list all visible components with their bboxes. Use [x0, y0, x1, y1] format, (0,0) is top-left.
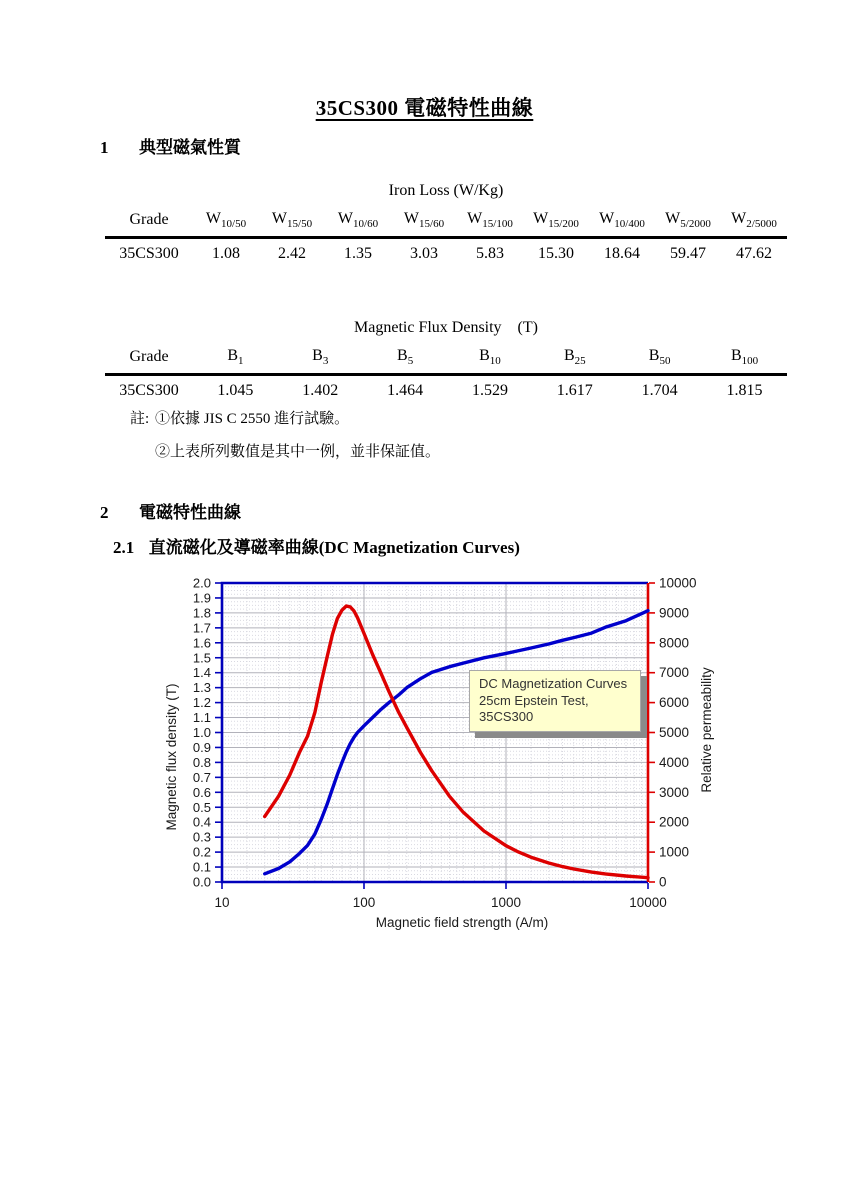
column-header: $B_{100}$	[702, 341, 787, 375]
svg-text:1.8: 1.8	[192, 605, 211, 621]
svg-text:100: 100	[352, 895, 376, 910]
section-2-number: 2	[100, 503, 109, 522]
iron-loss-table	[105, 204, 787, 269]
svg-text:2.0: 2.0	[192, 575, 211, 591]
iron-loss-caption: Iron Loss (W/Kg)	[388, 182, 504, 199]
section-1-number: 1	[100, 138, 109, 157]
section-2-1-heading	[113, 533, 520, 558]
column-header: $W_{15/100}$	[457, 204, 523, 238]
table-cell: 1.464	[387, 382, 424, 399]
column-header: Grade	[105, 341, 193, 375]
svg-text:8000: 8000	[659, 635, 690, 651]
section-2-1-number: 2.1	[113, 538, 135, 557]
x-axis-title: Magnetic field strength (A/m)	[375, 915, 549, 930]
svg-text:10000: 10000	[629, 895, 667, 910]
svg-text:1.5: 1.5	[192, 650, 211, 666]
column-header: $B_5$	[363, 341, 448, 375]
column-header: $W_{10/400}$	[589, 204, 655, 238]
svg-text:5000: 5000	[659, 725, 690, 740]
grid-major	[222, 583, 648, 882]
svg-text:0.8: 0.8	[192, 754, 211, 770]
page-title: 35CS300 電磁特性曲線	[315, 96, 534, 120]
column-header: $B_{10}$	[448, 341, 533, 375]
svg-text:1000: 1000	[659, 844, 690, 860]
svg-text:0.3: 0.3	[192, 829, 211, 845]
annotation-line-2: 25cm Epstein Test,	[479, 692, 589, 708]
table-row	[105, 375, 787, 407]
svg-text:0.0: 0.0	[192, 874, 211, 890]
table-cell: 5.83	[476, 245, 504, 262]
column-header: $B_3$	[278, 341, 363, 375]
svg-text:0.6: 0.6	[192, 784, 211, 800]
svg-text:0: 0	[659, 874, 667, 890]
annotation-line-3: 35CS300	[479, 709, 534, 724]
chart-annotation-box	[469, 670, 641, 732]
svg-text:4000: 4000	[659, 754, 690, 770]
column-header: $B_1$	[193, 341, 278, 375]
table-cell: 35CS300	[119, 382, 179, 399]
svg-text:1.2: 1.2	[192, 695, 211, 711]
svg-text:1.4: 1.4	[192, 665, 211, 681]
table-cell: 1.35	[344, 245, 372, 262]
table-cell: 1.704	[641, 382, 678, 399]
section-1-heading	[100, 133, 241, 158]
table-cell: 1.815	[726, 382, 763, 399]
column-header: $W_{15/60}$	[391, 204, 457, 238]
notes-label: 註:	[130, 411, 150, 427]
table-cell: 15.30	[538, 245, 574, 262]
table-cell: 47.62	[736, 245, 772, 262]
column-header: Grade	[105, 204, 193, 238]
svg-text:1.9: 1.9	[192, 590, 211, 606]
svg-text:1000: 1000	[490, 895, 522, 910]
column-header: $B_{50}$	[617, 341, 702, 375]
table-cell: 1.617	[556, 382, 593, 399]
table-cell: 1.529	[471, 382, 508, 399]
svg-text:0.4: 0.4	[192, 814, 211, 830]
svg-text:2000: 2000	[659, 814, 690, 830]
dc-magnetization-chart	[150, 560, 735, 955]
svg-text:0.1: 0.1	[192, 859, 211, 875]
column-header: $B_{25}$	[532, 341, 617, 375]
table-cell: 2.42	[278, 245, 306, 262]
section-2-heading	[100, 498, 241, 523]
flux-density-table	[105, 341, 787, 406]
table-cell: 3.03	[410, 245, 438, 262]
svg-text:10000: 10000	[659, 575, 697, 591]
note-2: ②上表所列數值是其中一例，並非保証值。	[155, 444, 441, 460]
svg-text:0.2: 0.2	[192, 844, 211, 860]
column-header: $W_{15/50}$	[259, 204, 325, 238]
section-2-1-title: 直流磁化及導磁率曲線(DC Magnetization Curves)	[148, 538, 520, 557]
svg-text:1.1: 1.1	[192, 710, 211, 726]
svg-text:9000: 9000	[659, 605, 690, 621]
section-1-title: 典型磁氣性質	[139, 138, 241, 157]
table-cell: 35CS300	[119, 245, 179, 262]
table-cell: 1.08	[212, 245, 240, 262]
svg-text:0.5: 0.5	[192, 799, 211, 815]
svg-text:3000: 3000	[659, 784, 690, 800]
svg-text:1.3: 1.3	[192, 680, 211, 696]
svg-text:1.7: 1.7	[192, 620, 211, 636]
flux-density-caption: Magnetic Flux Density (T)	[354, 319, 538, 336]
table-cell: 18.64	[604, 245, 640, 262]
annotation-line-1: DC Magnetization Curves	[479, 676, 628, 691]
svg-text:10: 10	[214, 895, 230, 910]
column-header: $W_{10/50}$	[193, 204, 259, 238]
svg-text:7000: 7000	[659, 665, 690, 681]
svg-text:1.0: 1.0	[192, 725, 211, 740]
left-axis-title: Magnetic flux density (T)	[164, 683, 179, 831]
table-cell: 59.47	[670, 245, 706, 262]
svg-text:6000: 6000	[659, 695, 690, 711]
section-2-title: 電磁特性曲線	[139, 503, 241, 522]
table-row	[105, 238, 787, 270]
column-header: $W_{5/2000}$	[655, 204, 721, 238]
svg-text:0.7: 0.7	[192, 769, 211, 785]
table-cell: 1.045	[217, 382, 254, 399]
svg-text:0.9: 0.9	[192, 739, 211, 755]
table-cell: 1.402	[302, 382, 339, 399]
column-header: $W_{10/60}$	[325, 204, 391, 238]
column-header: $W_{15/200}$	[523, 204, 589, 238]
note-1: ①依據 JIS C 2550 進行試驗。	[155, 411, 350, 427]
right-axis-title: Relative permeability	[699, 667, 714, 793]
column-header: $W_{2/5000}$	[721, 204, 787, 238]
svg-text:1.6: 1.6	[192, 635, 211, 651]
